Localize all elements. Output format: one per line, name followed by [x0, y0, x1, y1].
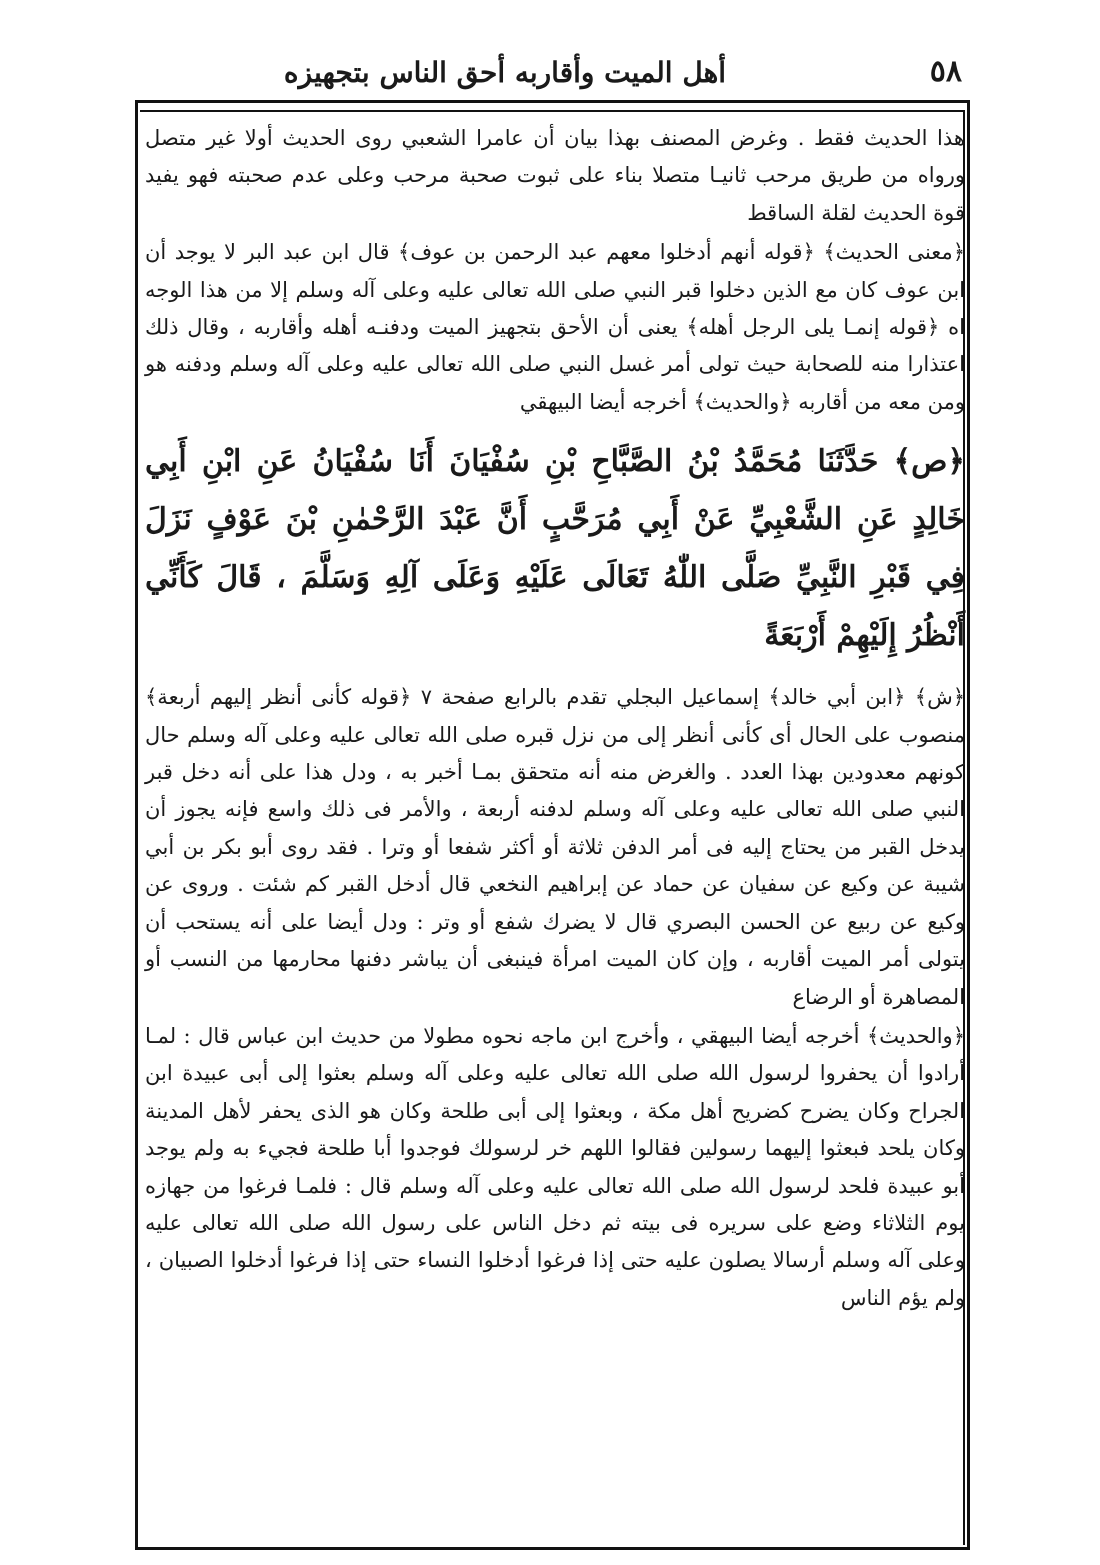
running-title: أهل الميت وأقاربه أحق الناس بتجهيزه — [283, 56, 727, 89]
commentary-paragraph-3: ﴿ش﴾ ﴿ابن أبي خالد﴾ إسماعيل البجلي تقدم بالرابع صفحة ٧ ﴿قوله كأنى أنظر إليهم أربعة﴾ منصوب على الحال أى كأنى أنظر إلى من نزل قبره صلى الله تعالى عليه وعلى آله وسلم حال كونهم معدودين بهذا العدد . والغرض منه أنه متحقق بمـا أخبر به ، ودل هذا على أنه دخل قبر النبي صلى الله تعالى عليه وعلى آله وسلم لدفنه أربعة ، والأمر فى ذلك واسع فإنه يجوز أن يدخل القبر من يحتاج إليه فى أمر الدفن ثلاثة أو أكثر شفعا أو وترا . فقد روى أبو بكر بن أبي شيبة عن وكيع عن سفيان عن حماد عن إبراهيم النخعي قال أدخل القبر كم شئت . وروى عن وكيع عن ربيع عن الحسن البصري قال لا يضرك شفع أو وتر : ودل أيضا على أنه يستحب أن يتولى أمر الميت أقاربه ، وإن كان الميت امرأة فينبغى أن يباشر دفنها محارمها من النسب أو المصاهرة أو الرضاع — [145, 685, 966, 1009]
commentary-paragraph-2: ﴿معنى الحديث﴾ ﴿قوله أنهم أدخلوا معهم عبد الرحمن بن عوف﴾ قال ابن عبد البر لا يوجد أن ابن عوف كان مع الذين دخلوا قبر النبي صلى الله تعالى عليه وعلى آله وسلم إلا من هذا الوجه اه ﴿قوله إنمـا يلى الرجل أهله﴾ يعنى أن الأحق بتجهيز الميت ودفنـه أهله وأقاربه ، وقال ذلك اعتذارا منه للصحابة حيث تولى أمر غسل النبي صلى الله تعالى عليه وعلى آله وسلم ودفنه هو ومن معه من أقاربه ﴿والحديث﴾ أخرجه أيضا البيهقي — [145, 240, 965, 414]
page-header — [130, 48, 970, 100]
commentary-paragraph-4: ﴿والحديث﴾ أخرجه أيضا البيهقي ، وأخرج ابن ماجه نحوه مطولا من حديث ابن عباس قال : لمـا أرادوا أن يحفروا لرسول الله صلى الله تعالى عليه وعلى آله وسلم بعثوا إلى أبى عبيدة ابن الجراح وكان يضرح كضريح أهل مكة ، وبعثوا إلى أبى طلحة وكان هو الذى يحفر لأهل المدينة وكان يلحد فبعثوا إليهما رسولين فقالوا اللهم خر لرسولك فوجدوا أبا طلحة فجيء به ولم يوجد أبو عبيدة فلحد لرسول الله صلى الله تعالى عليه وعلى آله وسلم قال : فلمـا فرغوا من جهازه يوم الثلاثاء وضع على سريره فى بيته ثم دخل الناس على رسول الله صلى الله تعالى عليه وعلى آله وسلم أرسالا يصلون عليه حتى إذا فرغوا أدخلوا النساء حتى إذا فرغوا أدخلوا الصبيان ، ولم يؤم الناس — [145, 1023, 965, 1310]
page-number: ٥٨ — [929, 54, 962, 89]
commentary-paragraph-1: هذا الحديث فقط . وغرض المصنف بهذا بيان أن عامرا الشعبي روى الحديث أولا غير متصل ورواه من طريق مرحب ثانيـا متصلا بناء على ثبوت صحبة مرحب وعلى عدم صحبته فهو يفيد قوة الحديث لقلة الساقط — [145, 126, 965, 225]
hadith-text: ﴿ص﴾ حَدَّثَنَا مُحَمَّدُ بْنُ الصَّبَّاحِ بْنِ سُفْيَانَ أَنَا سُفْيَانُ عَنِ ابْنِ أَبِي خَالِدٍ عَنِ الشَّعْبِيِّ عَنْ أَبِي مُرَحَّبٍ أَنَّ عَبْدَ الرَّحْمٰنِ بْنَ عَوْفٍ نَزَلَ فِي قَبْرِ النَّبِيِّ صَلَّى اللّٰهُ تَعَالَى عَلَيْهِ وَعَلَى آلِهِ وَسَلَّمَ ، قَالَ كَأَنِّي أَنْظُرُ إِلَيْهِمْ أَرْبَعَةً — [145, 444, 965, 654]
page-body — [145, 120, 965, 1317]
